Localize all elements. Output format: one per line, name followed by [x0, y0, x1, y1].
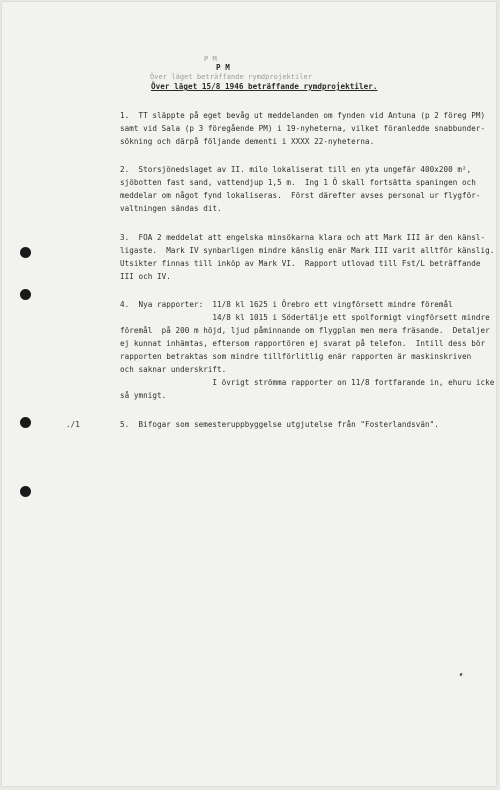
paragraph-1-line-2: samt vid Sala (p 3 föregående PM) i 19-nyheterna, vilket föranledde snabbunder-: [120, 124, 486, 133]
paragraph-1-line-1: 1. TT släppte på eget bevåg ut meddelanden om fynden vid Antuna (p 2 föreg PM): [120, 111, 486, 120]
paragraph-4-line-5: rapporten betraktas som mindre tillförlitlig enär rapporten är maskinskriven: [120, 352, 472, 361]
document-page: [2, 2, 496, 786]
paragraph-2-line-4: valtningen sändas dit.: [120, 204, 222, 213]
paragraph-2-line-3: meddelar om något fynd lokaliseras. Först därefter avses personal ur flygför-: [120, 191, 481, 200]
paragraph-4-line-1: 4. Nya rapporter: 11/8 kl 1625 i Örebro ett vingförsett mindre föremål: [120, 300, 453, 309]
paragraph-3-line-1: 3. FOA 2 meddelat att engelska minsökarna klara och att Mark III är den känsl-: [120, 233, 486, 242]
punch-hole-1: [20, 247, 31, 258]
paragraph-4-line-8: så ymnigt.: [120, 391, 167, 400]
paragraph-2-line-2: sjöbotten fast sand, vattendjup 1,5 m. Ing 1 Ö skall fortsätta spaningen och: [120, 178, 476, 187]
punch-hole-3: [20, 417, 31, 428]
margin-reference: ./1: [66, 420, 80, 429]
paragraph-4-line-6: och saknar underskrift.: [120, 365, 227, 374]
paragraph-4-line-2: 14/8 kl 1015 i Södertälje ett spolformigt vingförsett mindre: [120, 313, 490, 322]
header-initials-faded: P M: [204, 55, 217, 63]
paragraph-4-line-4: ej kunnat inhämtas, eftersom rapportören ej svarat på telefon. Intill dess bör: [120, 339, 486, 348]
header-title-faded: Över läget beträffande rymdprojektiler: [150, 73, 313, 81]
paper-speck: [459, 673, 462, 677]
paragraph-3-line-2: ligaste. Mark IV synbarligen mindre känslig enär Mark III varit alltför känslig.: [120, 246, 495, 255]
punch-hole-4: [20, 486, 31, 497]
paragraph-3-line-4: III och IV.: [120, 272, 171, 281]
header-initials: P M: [216, 63, 230, 72]
paragraph-4-line-3: föremål på 200 m höjd, ljud påminnande om flygplan men mera fräsande. Detaljer: [120, 326, 490, 335]
paragraph-4-line-7: I övrigt strömma rapporter on 11/8 fortfarande in, ehuru icke: [120, 378, 495, 387]
paragraph-3-line-3: Utsikter finnas till inköp av Mark VI. Rapport utlovad till Fst/L beträffande: [120, 259, 481, 268]
paragraph-1-line-3: sökning och därpå följande dementi i XXXX 22-nyheterna.: [120, 137, 375, 146]
paragraph-2-line-1: 2. Storsjönedslaget av II. milo lokaliserat till en yta ungefär 400x200 m²,: [120, 165, 472, 174]
page-title: Över läget 15/8 1946 beträffande rymdprojektiler.: [151, 82, 378, 91]
punch-hole-2: [20, 289, 31, 300]
paragraph-5-line-1: 5. Bifogar som semesteruppbyggelse utgjutelse från "Fosterlandsvän".: [120, 420, 439, 429]
